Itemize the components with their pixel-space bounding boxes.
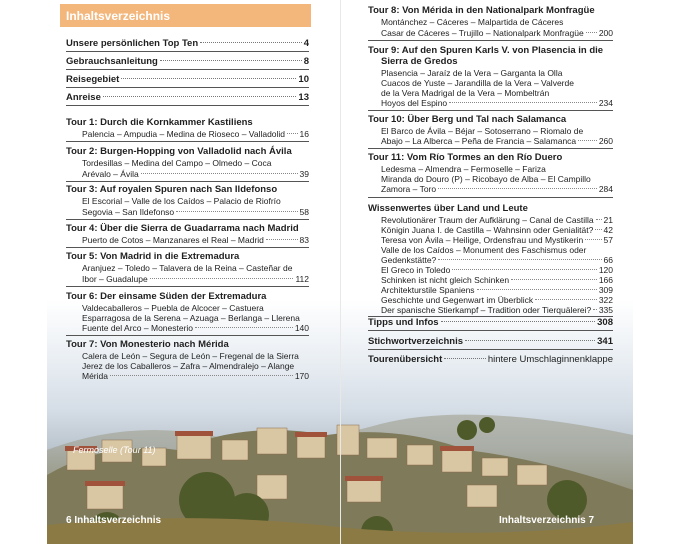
tour-places: Zamora – Toro 284 [381, 184, 613, 194]
divider [66, 181, 309, 182]
tour-places: Jerez de los Caballeros – Zafra – Almendralejo – Alange [82, 361, 295, 371]
divider [368, 349, 613, 350]
toc-entry-reisegebiet[interactable]: Reisegebiet 10 [66, 74, 309, 85]
footer-left: 6 Inhaltsverzeichnis [66, 515, 162, 526]
tour-title-cont: Sierra de Gredos [381, 56, 458, 67]
tour-places: Calera de León – Segura de León – Fregenal de la Sierra [82, 351, 299, 361]
tour-places: Tordesillas – Medina del Campo – Olmedo – Coca [82, 158, 272, 168]
tour-places: de la Vera Madrigal de la Vera – Mombeltrán [381, 88, 550, 98]
divider [368, 197, 613, 198]
page-gutter [340, 0, 341, 544]
divider [66, 141, 309, 142]
tour-title[interactable]: Tour 5: Von Madrid in die Extremadura [66, 251, 240, 262]
divider [66, 335, 309, 336]
tour-places: Fuente del Arco – Monesterio 140 [82, 323, 309, 333]
toc-entry-gebrauchsanleitung[interactable]: Gebrauchsanleitung 8 [66, 56, 309, 67]
tour-title[interactable]: Tour 8: Von Mérida in den Nationalpark Monfragüe [368, 5, 595, 16]
tour-places: Abajo – La Alberca – Peña de Francia – Salamanca 260 [381, 136, 613, 146]
essay-entry[interactable]: Geschichte und Gegenwart im Überblick 322 [381, 295, 613, 305]
tour-title[interactable]: Tour 2: Burgen-Hopping von Valladolid nach Ávila [66, 146, 292, 157]
essay-entry[interactable]: Gedenkstätte? 66 [381, 255, 613, 265]
tour-title[interactable]: Tour 7: Von Monesterio nach Mérida [66, 339, 229, 350]
photo-caption: Fermoselle (Tour 11) [73, 445, 156, 455]
toc-entry-top-ten[interactable]: Unsere persönlichen Top Ten 4 [66, 38, 309, 49]
tour-title[interactable]: Tour 10: Über Berg und Tal nach Salamanca [368, 114, 567, 125]
divider [368, 40, 613, 41]
essay-entry[interactable]: Der spanische Stierkampf – Tradition oder Tierquälerei? 335 [381, 305, 613, 315]
essay-entry[interactable]: Revolutionärer Traum der Aufklärung – Canal de Castilla 21 [381, 215, 613, 225]
divider [66, 286, 309, 287]
divider [368, 148, 613, 149]
toc-title-bar [60, 4, 311, 27]
tour-title[interactable]: Tour 9: Auf den Spuren Karls V. von Plasencia in die [368, 45, 604, 56]
tour-places: Plasencia – Jaraíz de la Vera – Garganta la Olla [381, 68, 563, 78]
tour-places: Puerto de Cotos – Manzanares el Real – Madrid 83 [82, 235, 309, 245]
section-title: Wissenwertes über Land und Leute [368, 203, 528, 214]
tour-title[interactable]: Tour 4: Über die Sierra de Guadarrama nach Madrid [66, 223, 299, 234]
tour-places: Montánchez – Cáceres – Malpartida de Cáceres [381, 17, 564, 27]
essay-entry[interactable]: Königin Juana I. de Castilla – Wahnsinn oder Genialität? 42 [381, 225, 613, 235]
tour-places: Miranda do Douro (P) – Ricobayo de Alba – El Campillo [381, 174, 591, 184]
toc-entry-stichwortverzeichnis[interactable]: Stichwortverzeichnis 341 [368, 336, 613, 347]
toc-entry-tipps[interactable]: Tipps und Infos 308 [368, 317, 613, 328]
tour-places: El Barco de Ávila – Béjar – Sotoserrano – Riomalo de [381, 126, 584, 136]
tour-title[interactable]: Tour 11: Vom Río Tormes an den Río Duero [368, 152, 563, 163]
tour-places: Hoyos del Espino 234 [381, 98, 613, 108]
tour-places: El Escorial – Valle de los Caídos – Palacio de Riofrío [82, 196, 281, 206]
divider [368, 110, 613, 111]
tour-places: Valdecaballeros – Puebla de Alcocer – Castuera [82, 303, 264, 313]
toc-title: Inhaltsverzeichnis [66, 9, 171, 23]
divider [66, 69, 309, 70]
divider [66, 87, 309, 88]
toc-entry-tourenuebersicht[interactable]: Tourenübersicht hintere Umschlaginnenklappe [368, 354, 613, 365]
divider [66, 105, 309, 106]
tour-title[interactable]: Tour 6: Der einsame Süden der Extremadura [66, 291, 267, 302]
tour-places: Segovia – San Ildefonso 58 [82, 207, 309, 217]
tour-title[interactable]: Tour 3: Auf royalen Spuren nach San Ildefonso [66, 184, 278, 195]
tour-places: Cuacos de Yuste – Jarandilla de la Vera – Valverde [381, 78, 574, 88]
divider [66, 219, 309, 220]
essay-entry[interactable]: Architekturstile Spaniens 309 [381, 285, 613, 295]
tour-places: Aranjuez – Toledo – Talavera de la Reina – Casteñar de [82, 263, 293, 273]
divider [66, 51, 309, 52]
divider [368, 330, 613, 331]
tour-places: Casar de Cáceres – Trujillo – Nationalpark Monfragüe 200 [381, 28, 613, 38]
tour-title[interactable]: Tour 1: Durch die Kornkammer Kastiliens [66, 117, 253, 128]
essay-entry[interactable]: El Greco in Toledo 120 [381, 265, 613, 275]
essay-entry[interactable]: Schinken ist nicht gleich Schinken 166 [381, 275, 613, 285]
tour-places: Ledesma – Almendra – Fermoselle – Fariza [381, 164, 546, 174]
tour-places: Esparragosa de la Serena – Azuaga – Berlanga – Llerena [82, 313, 300, 323]
tour-places: Ibor – Guadalupe 112 [82, 274, 309, 284]
footer-right: Inhaltsverzeichnis 7 [499, 515, 595, 526]
essay-entry[interactable]: Teresa von Ávila – Heilige, Ordensfrau und Mystikerin 57 [381, 235, 613, 245]
tour-places: Mérida 170 [82, 371, 309, 381]
tour-places: Palencia – Ampudia – Medina de Rioseco – Valladolid 16 [82, 129, 309, 139]
toc-entry-anreise[interactable]: Anreise 13 [66, 92, 309, 103]
divider [66, 247, 309, 248]
essay-entry[interactable]: Valle de los Caídos – Monument des Faschismus oder [381, 245, 587, 255]
tour-places: Arévalo – Ávila 39 [82, 169, 309, 179]
